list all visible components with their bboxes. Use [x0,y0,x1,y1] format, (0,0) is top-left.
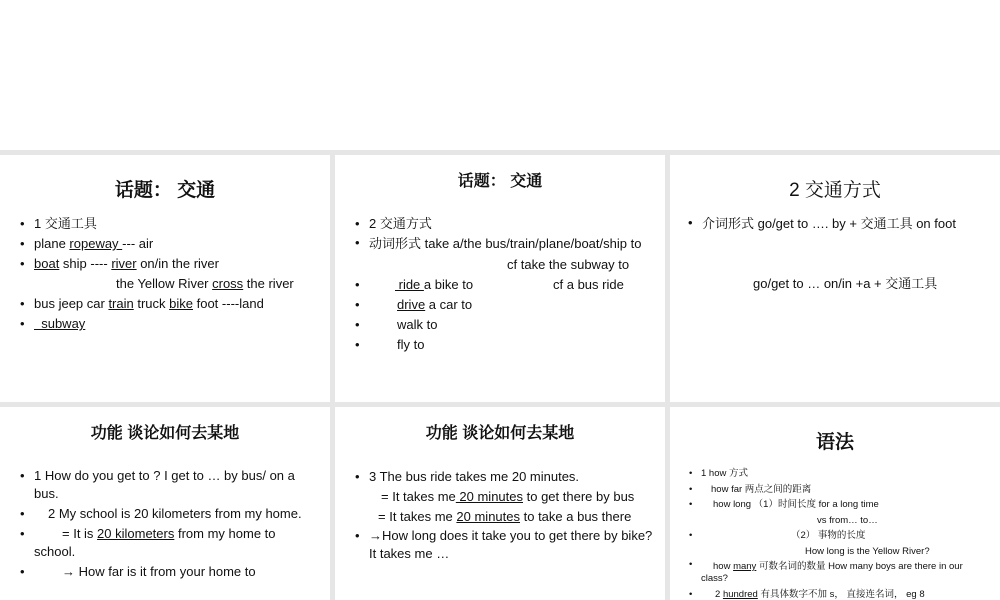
bullet-list [20,214,320,334]
list-item: How long is the Yellow River? [805,545,930,557]
list-item: • ride a bike to cf a bus ride [355,275,655,295]
list-item: • how far 两点之间的距离 [689,482,989,498]
bullet-list [355,467,655,563]
slide-title: 功能 谈论如何去某地 [425,425,575,442]
list-item: • 介词形式 go/get to …. by + 交通工具 on foot [688,214,988,233]
slide-function-asking-way[interactable] [0,407,330,600]
list-item: • 1 How do you get to ? I get to … by bus/ on a bus. [20,467,320,503]
list-item: • walk to [355,315,655,335]
slide-title: 话题： 交通 [457,173,543,190]
list-item: • → How far is it from your home to [20,563,320,581]
list-item: • 3 The bus ride takes me 20 minutes. [355,467,655,487]
text-line: go/get to … on/in +a + 交通工具 [753,276,938,291]
bullet-list [355,214,655,355]
list-item: • how many 可数名词的数量 How many boys are there in our class? [689,559,989,587]
list-item: • 2 交通方式 [355,214,655,234]
list-item: • 动词形式 take a/the bus/train/plane/boat/ship to [355,234,655,253]
list-item: • fly to [355,335,655,355]
bullet-list [20,467,320,581]
slide-grammar[interactable] [670,407,1000,600]
list-item: = It takes me 20 minutes to take a bus there [378,509,632,524]
blank-slide-area [0,0,1000,150]
slide-title: 话题： 交通 [114,180,216,201]
list-item: the Yellow River cross the river [116,276,294,291]
list-item: • 1 交通工具 [20,214,320,234]
slide-topic-transport-vehicles[interactable] [0,155,330,402]
list-item: • drive a car to [355,295,655,315]
list-item: • plane ropeway --- air [20,234,320,254]
list-item: • bus jeep car train truck bike foot ----land [20,294,320,314]
list-item: • （2） 事物的长度 [689,528,989,544]
bullet-list [689,466,989,600]
slide-topic-transport-verbs[interactable] [335,155,665,402]
slide-title: 功能 谈论如何去某地 [90,425,240,442]
bullet-list [688,214,988,233]
slide-title: 2 交通方式 [789,180,881,201]
slide-function-time-taken[interactable] [335,407,665,600]
list-item: cf take the subway to [507,257,630,272]
list-item: • = It is 20 kilometers from my home to school. [20,525,320,561]
slide-title: 语法 [815,432,854,453]
list-item: • 2 My school is 20 kilometers from my home. [20,505,320,523]
list-item: • subway [20,314,320,334]
list-item: • 1 how 方式 [689,466,989,482]
list-item: vs from… to… [817,514,878,526]
list-item: = It takes me 20 minutes to get there by bus [381,489,635,504]
list-item: • 2 hundred 有具体数字不加 s， 直接连名词， eg 8 [689,587,989,600]
slide-transport-prepositions[interactable] [670,155,1000,402]
list-item: • boat ship ---- river on/in the river [20,254,320,274]
list-item: • how long （1）时间长度 for a long time [689,497,989,513]
list-item: • →How long does it take you to get there by bike? It takes me … [355,527,655,563]
